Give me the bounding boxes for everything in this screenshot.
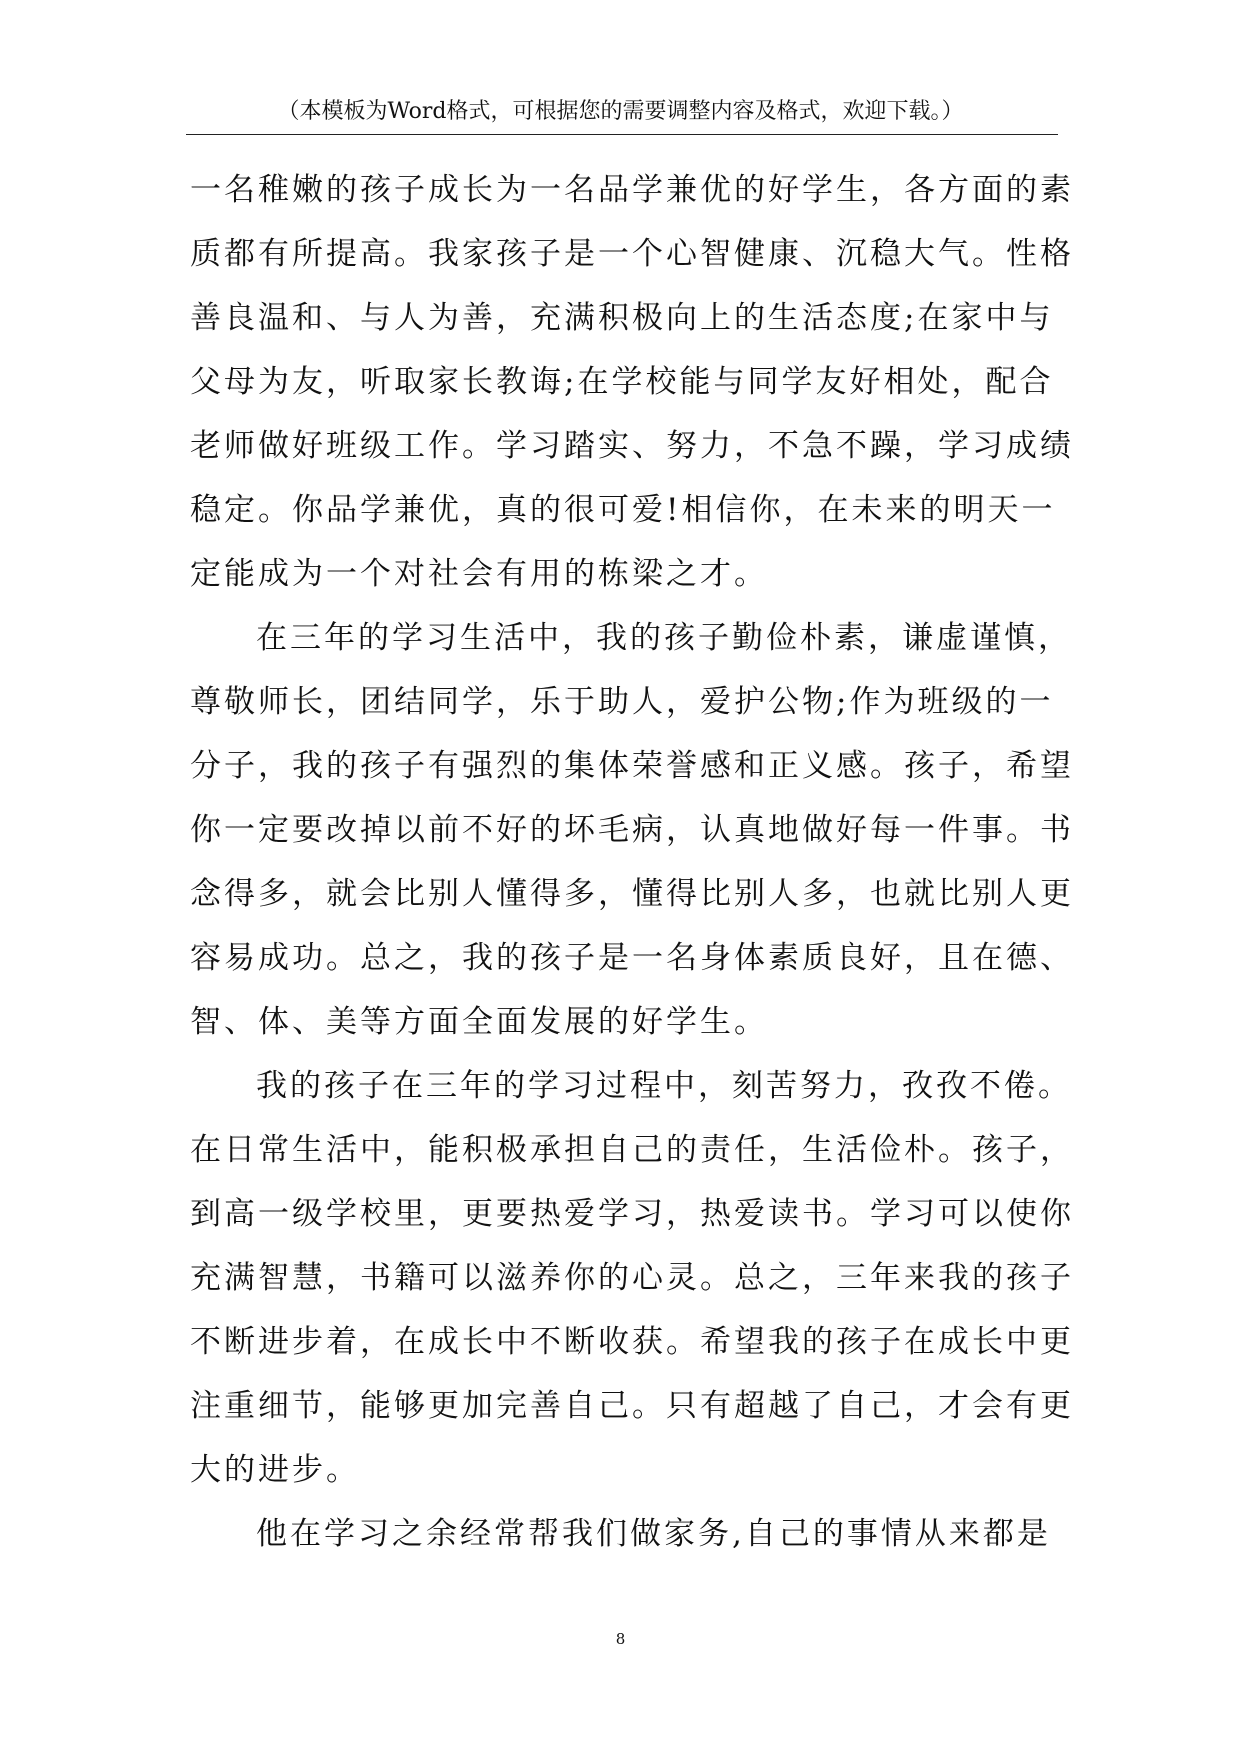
text-line: 在日常生活中，能积极承担自己的责任，生活俭朴。孩子，: [190, 1132, 1074, 1168]
paragraph-start-line: 他在学习之余经常帮我们做家务,自己的事情从来都是: [256, 1516, 1051, 1552]
paragraph-start-line: 在三年的学习生活中，我的孩子勤俭朴素，谦虚谨慎，: [256, 620, 1072, 656]
text-line: 念得多，就会比别人懂得多，懂得比别人多，也就比别人更: [190, 876, 1074, 912]
text-line: 一名稚嫩的孩子成长为一名品学兼优的好学生，各方面的素: [190, 172, 1074, 208]
text-line: 智、体、美等方面全面发展的好学生。: [190, 1004, 768, 1040]
paragraph-start-line: 我的孩子在三年的学习过程中，刻苦努力，孜孜不倦。: [256, 1068, 1072, 1104]
text-line: 容易成功。总之，我的孩子是一名身体素质良好，且在德、: [190, 940, 1074, 976]
text-line: 善良温和、与人为善，充满积极向上的生活态度;在家中与: [190, 300, 1054, 336]
text-line: 老师做好班级工作。学习踏实、努力，不急不躁，学习成绩: [190, 428, 1074, 464]
header-divider: [186, 134, 1058, 135]
template-note-header: （本模板为Word格式，可根据您的需要调整内容及格式，欢迎下载。）: [277, 99, 964, 124]
document-body: [190, 158, 1074, 1566]
page-number: 8: [615, 1630, 626, 1648]
text-line: 分子，我的孩子有强烈的集体荣誉感和正义感。孩子，希望: [190, 748, 1074, 784]
text-line: 质都有所提高。我家孩子是一个心智健康、沉稳大气。性格: [190, 236, 1074, 272]
text-line: 你一定要改掉以前不好的坏毛病，认真地做好每一件事。书: [190, 812, 1074, 848]
text-line: 父母为友，听取家长教诲;在学校能与同学友好相处，配合: [190, 364, 1054, 400]
text-line: 充满智慧，书籍可以滋养你的心灵。总之，三年来我的孩子: [190, 1260, 1074, 1296]
text-line: 尊敬师长，团结同学，乐于助人，爱护公物;作为班级的一: [190, 684, 1054, 720]
text-line: 注重细节，能够更加完善自己。只有超越了自己，才会有更: [190, 1388, 1074, 1424]
text-line: 定能成为一个对社会有用的栋梁之才。: [190, 556, 768, 592]
text-line: 稳定。你品学兼优，真的很可爱!相信你，在未来的明天一: [190, 492, 1056, 528]
text-line: 大的进步。: [190, 1452, 360, 1488]
text-line: 到高一级学校里，更要热爱学习，热爱读书。学习可以使你: [190, 1196, 1074, 1232]
text-line: 不断进步着，在成长中不断收获。希望我的孩子在成长中更: [190, 1324, 1074, 1360]
